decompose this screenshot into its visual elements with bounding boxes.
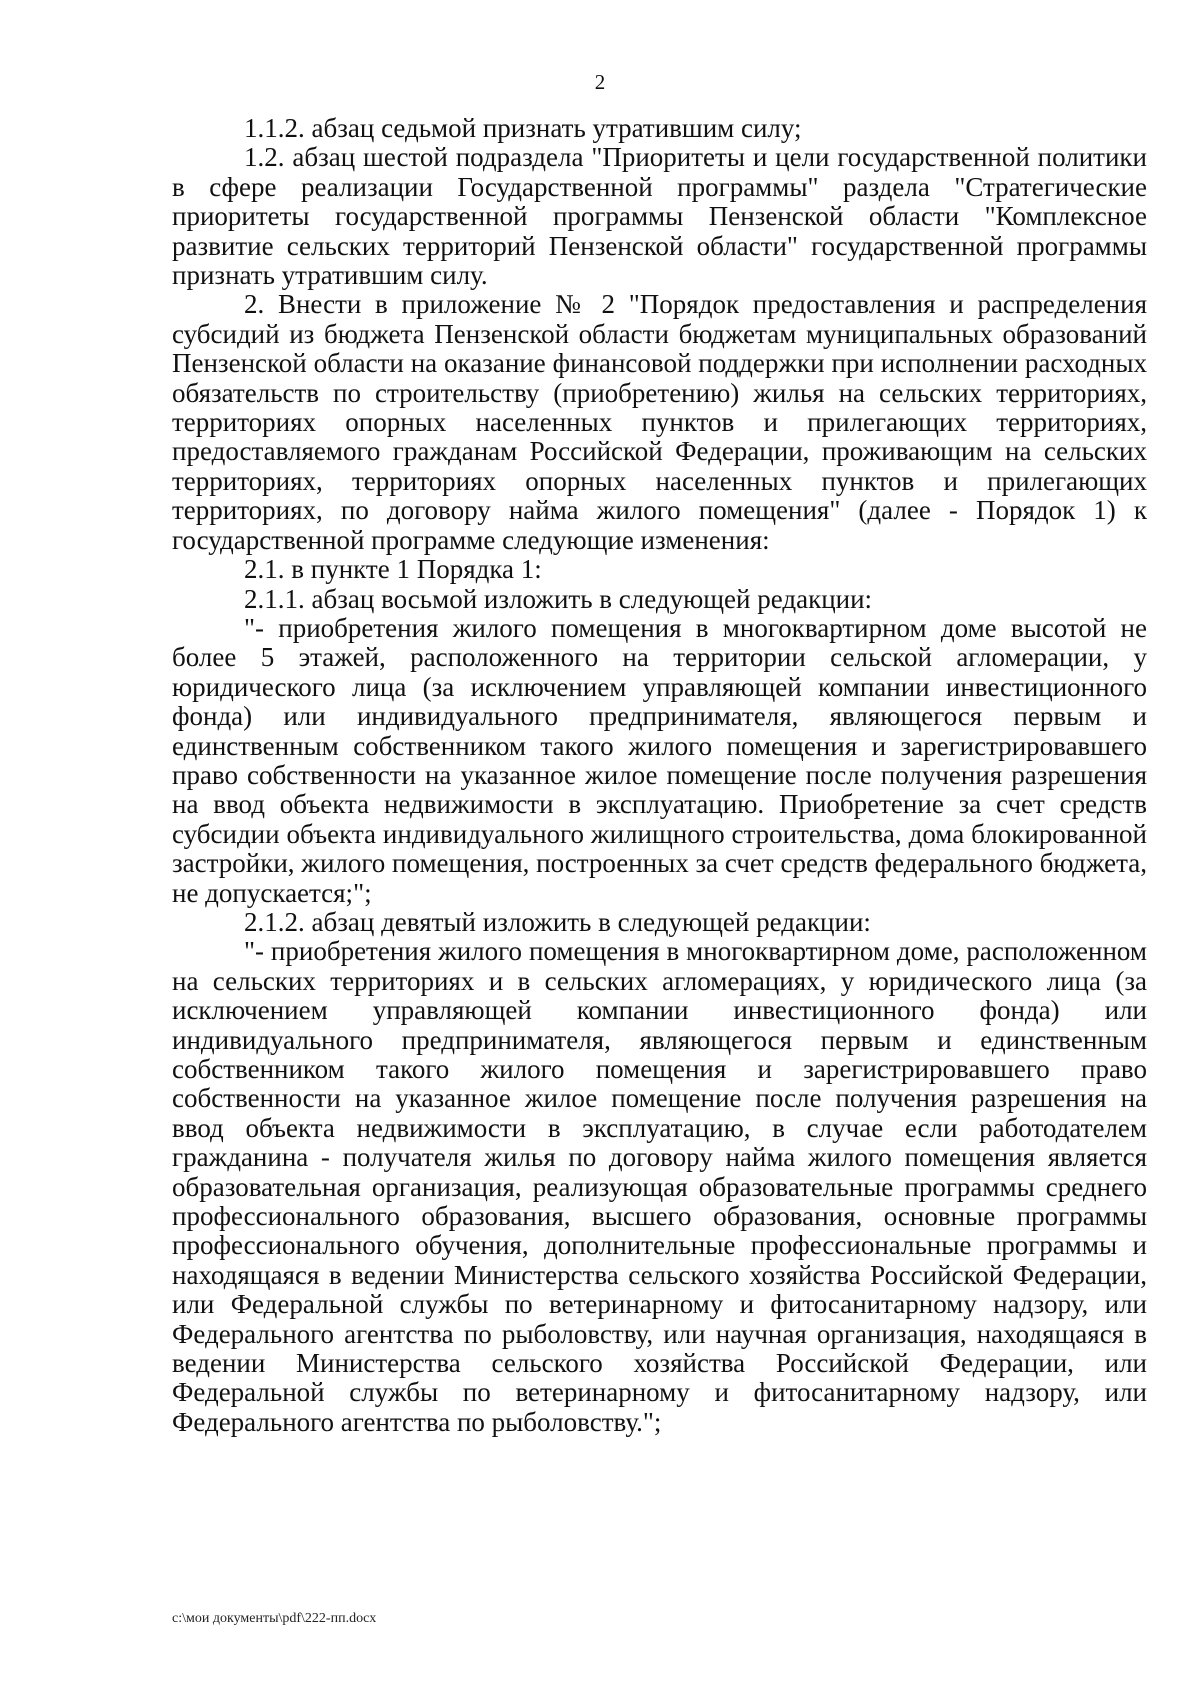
paragraph-2-1-1-text: "- приобретения жилого помещения в многоквартирном доме высотой не более 5 этажей, расположенного на территории сельской агломерации, у юридического лица (за исключением управляющей компании инвестиционного фонда) или индивидуального предпринимателя, являющегося первым и единственным собственником такого жилого помещения и зарегистрировавшего право собственности на указанное жилое помещение после получения разрешения на ввод объекта недвижимости в эксплуатацию. Приобретение за счет средств субсидии объекта индивидуального жилищного строительства, дома блокированной застройки, жилого помещения, построенных за счет средств федерального бюджета, не допускается;"; <box>172 612 1147 908</box>
paragraph-1-1-2: 1.1.2. абзац седьмой признать утратившим силу; <box>244 113 802 143</box>
paragraph-2-1: 2.1. в пункте 1 Порядка 1: <box>244 554 542 585</box>
page-number: 2 <box>594 70 606 94</box>
paragraph-2-1-2-text: "- приобретения жилого помещения в многоквартирном доме, расположенном на сельских территориях и в сельских агломерациях, у юридического лица (за исключением управляющей компании инвестиционного фонда) или индивидуального предпринимателя, являющегося первым и единственным собственником такого жилого помещения и зарегистрировавшего право собственности на указанное жилое помещение после получения разрешения на ввод объекта недвижимости в эксплуатацию, в случае если работодателем гражданина - получателя жилья по договору найма жилого помещения является образовательная организация, реализующая образовательные программы среднего профессионального образования, высшего образования, основные программы профессионального обучения, дополнительные профессиональные программы и находящаяся в ведении Министерства сельского хозяйства Российской Федерации, или Федеральной службы по ветеринарному и фитосанитарному надзору, или Федерального агентства по рыболовству, или научная организация, находящаяся в ведении Министерства сельского хозяйства Российской Федерации, или Федеральной службы по ветеринарному и фитосанитарному надзору, или Федерального агентства по рыболовству."; <box>172 936 1147 1437</box>
paragraph-2-1-1: 2.1.1. абзац восьмой изложить в следующей редакции: <box>244 583 873 614</box>
paragraph-1-2: 1.2. абзац шестой подраздела "Приоритеты и цели государственной политики в сфере реализации Государственной программы" раздела "Стратегические приоритеты государственной программы Пензенской области "Комплексное развитие сельских территорий Пензенской области" государственной программы признать утратившим силу. <box>172 142 1147 291</box>
paragraph-2-1-2: 2.1.2. абзац девятый изложить в следующей редакции: <box>244 906 871 937</box>
document-body <box>172 114 1147 1437</box>
paragraph-2: 2. Внести в приложение № 2 "Порядок предоставления и распределения субсидий из бюджета Пензенской области бюджетам муниципальных образований Пензенской области на оказание финансовой поддержки при исполнении расходных обязательств по строительству (приобретению) жилья на сельских территориях, территориях опорных населенных пунктов и прилегающих территориях, предоставляемого гражданам Российской Федерации, проживающим на сельских территориях, территориях опорных населенных пунктов и прилегающих территориях, по договору найма жилого помещения" (далее - Порядок 1) к государственной программе следующие изменения: <box>172 289 1147 555</box>
footer-file-path: c:\мои документы\pdf\222-пп.docx <box>172 1611 377 1626</box>
